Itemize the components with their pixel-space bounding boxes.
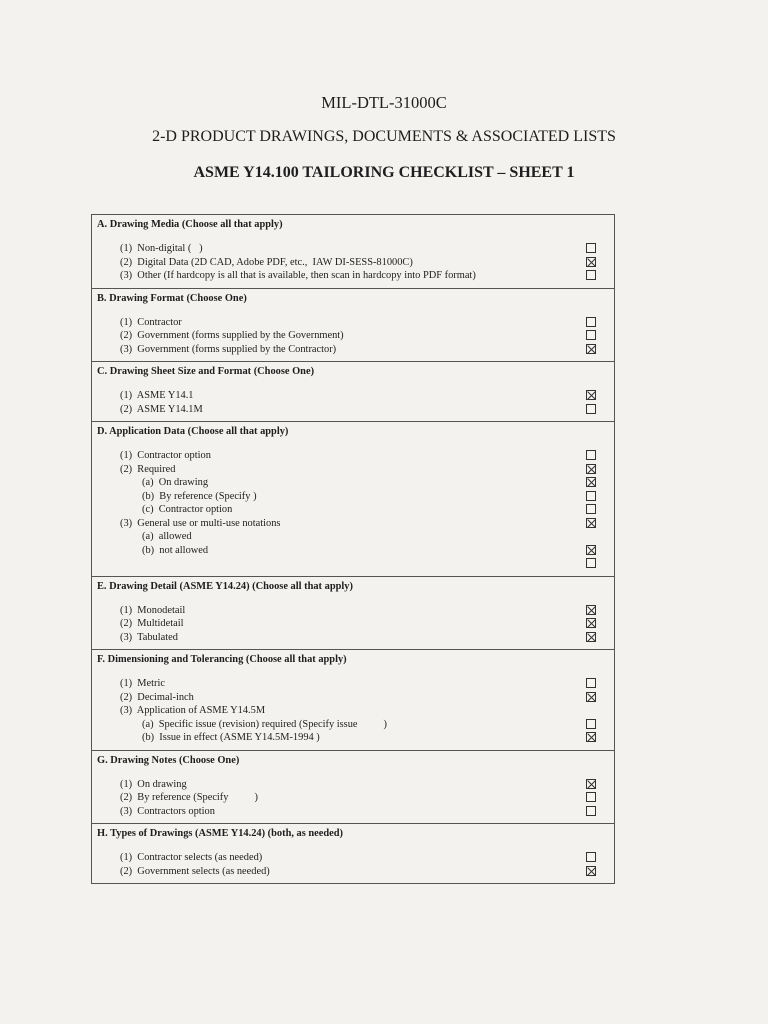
checklist-section xyxy=(92,361,614,421)
empty-checkbox[interactable] xyxy=(586,317,596,327)
checklist-item-label: (2) Digital Data (2D CAD, Adobe PDF, etc., IAW DI-SESS-81000C) xyxy=(120,256,413,268)
checklist-item-label: (3) Contractors option xyxy=(120,805,215,817)
checked-checkbox[interactable] xyxy=(586,464,596,474)
checklist-item xyxy=(92,677,614,691)
checklist-item xyxy=(92,463,614,477)
checked-checkbox[interactable] xyxy=(586,344,596,354)
checklist-item-label: (1) On drawing xyxy=(120,778,187,790)
section-title: E. Drawing Detail (ASME Y14.24) (Choose all that apply) xyxy=(97,580,353,592)
checklist-item-label: (1) ASME Y14.1 xyxy=(120,390,194,401)
section-title: B. Drawing Format (Choose One) xyxy=(97,292,247,304)
checklist-item xyxy=(92,490,614,504)
section-items xyxy=(92,438,614,576)
checklist-item xyxy=(92,269,614,283)
checklist-item-label: (3) Tabulated xyxy=(120,631,178,643)
checklist-item xyxy=(92,557,614,571)
checklist-item xyxy=(92,517,614,531)
checklist-item xyxy=(92,631,614,645)
checklist-item-label: (2) By reference (Specify ) xyxy=(120,792,258,803)
checked-checkbox[interactable] xyxy=(586,779,596,789)
document-subtitle: 2-D PRODUCT DRAWINGS, DOCUMENTS & ASSOCIATED LISTS xyxy=(152,128,616,145)
checklist-item xyxy=(92,851,614,865)
checklist-item xyxy=(92,530,614,544)
checklist-item-label: (b) By reference (Specify ) xyxy=(142,490,257,502)
document-number: MIL-DTL-31000C xyxy=(321,93,447,112)
checked-checkbox[interactable] xyxy=(586,618,596,628)
checklist-item xyxy=(92,476,614,490)
empty-checkbox[interactable] xyxy=(586,330,596,340)
section-items xyxy=(92,767,614,824)
empty-checkbox[interactable] xyxy=(586,719,596,729)
checklist-item xyxy=(92,617,614,631)
section-title: H. Types of Drawings (ASME Y14.24) (both, as needed) xyxy=(97,828,344,839)
checked-checkbox[interactable] xyxy=(586,732,596,742)
checklist-item-label: (1) Metric xyxy=(120,678,166,689)
empty-checkbox[interactable] xyxy=(586,852,596,862)
checklist-item-label: (1) Contractor xyxy=(120,316,182,328)
empty-checkbox[interactable] xyxy=(586,558,596,568)
empty-checkbox[interactable] xyxy=(586,404,596,414)
checklist-section xyxy=(92,421,614,576)
section-title: F. Dimensioning and Tolerancing (Choose all that apply) xyxy=(97,654,347,665)
empty-checkbox[interactable] xyxy=(586,450,596,460)
empty-checkbox[interactable] xyxy=(586,792,596,802)
section-items xyxy=(92,840,614,883)
checklist-item xyxy=(92,704,614,718)
checklist-item-label: (3) Other (If hardcopy is all that is available, then scan in hardcopy into PDF format) xyxy=(120,270,476,281)
checklist-item-label: (1) Monodetail xyxy=(120,604,186,616)
section-items xyxy=(92,666,614,750)
checklist-item xyxy=(92,449,614,463)
checklist-item-label: (2) Decimal-inch xyxy=(120,691,194,703)
checklist-section xyxy=(92,215,614,288)
checklist-item-label: (3) Government (forms supplied by the Contractor) xyxy=(120,343,337,355)
checked-checkbox[interactable] xyxy=(586,866,596,876)
checklist-item-label: (a) Specific issue (revision) required (Specify issue ) xyxy=(142,718,387,730)
checklist-item xyxy=(92,691,614,705)
checked-checkbox[interactable] xyxy=(586,545,596,555)
checked-checkbox[interactable] xyxy=(586,477,596,487)
section-title: D. Application Data (Choose all that apply) xyxy=(97,426,289,437)
checklist-item xyxy=(92,316,614,330)
checked-checkbox[interactable] xyxy=(586,518,596,528)
checklist-item-label: (1) Contractor selects (as needed) xyxy=(120,852,263,863)
checklist-item xyxy=(92,865,614,879)
checklist-item-label: (a) On drawing xyxy=(142,477,209,488)
checklist-item xyxy=(92,389,614,403)
checklist-item xyxy=(92,731,614,745)
checked-checkbox[interactable] xyxy=(586,257,596,267)
section-title: A. Drawing Media (Choose all that apply) xyxy=(97,219,283,230)
section-items xyxy=(92,593,614,650)
checklist-section xyxy=(92,649,614,750)
section-title: G. Drawing Notes (Choose One) xyxy=(97,754,240,766)
checklist-item-label: (1) Non-digital ( ) xyxy=(120,243,203,254)
checklist-title: ASME Y14.100 TAILORING CHECKLIST – SHEET 1 xyxy=(193,164,575,181)
checklist-item-label: (2) ASME Y14.1M xyxy=(120,403,203,415)
empty-checkbox[interactable] xyxy=(586,491,596,501)
checklist-section xyxy=(92,288,614,362)
checked-checkbox[interactable] xyxy=(586,632,596,642)
checklist-item-label: (b) not allowed xyxy=(142,544,209,556)
section-title: C. Drawing Sheet Size and Format (Choose One) xyxy=(97,366,315,377)
checklist-item-label: (2) Government (forms supplied by the Government) xyxy=(120,330,344,341)
checklist-item-label: (2) Government selects (as needed) xyxy=(120,865,270,877)
checklist-item xyxy=(92,805,614,819)
checklist-item-label: (c) Contractor option xyxy=(142,504,233,515)
empty-checkbox[interactable] xyxy=(586,243,596,253)
section-items xyxy=(92,378,614,421)
checklist-item-label: (b) Issue in effect (ASME Y14.5M-1994 ) xyxy=(142,732,320,743)
checklist-section xyxy=(92,576,614,650)
checklist-item xyxy=(92,403,614,417)
empty-checkbox[interactable] xyxy=(586,806,596,816)
checklist-item xyxy=(92,343,614,357)
checklist-item xyxy=(92,604,614,618)
checklist-item xyxy=(92,503,614,517)
checklist-item-label: (3) Application of ASME Y14.5M xyxy=(120,705,266,716)
checklist-item-label: (a) allowed xyxy=(142,531,192,542)
checklist-item-label: (1) Contractor option xyxy=(120,450,211,461)
checklist-item xyxy=(92,778,614,792)
checklist-section xyxy=(92,750,614,824)
checked-checkbox[interactable] xyxy=(586,605,596,615)
checklist-section xyxy=(92,823,614,883)
tailoring-checklist-table xyxy=(91,214,615,884)
checklist-item xyxy=(92,544,614,558)
checklist-item-label: (3) General use or multi-use notations xyxy=(120,517,281,529)
checked-checkbox[interactable] xyxy=(586,390,596,400)
checklist-item-label: (2) Required xyxy=(120,463,176,475)
checklist-item xyxy=(92,256,614,270)
empty-checkbox[interactable] xyxy=(586,270,596,280)
checklist-item xyxy=(92,718,614,732)
section-items xyxy=(92,305,614,362)
checked-checkbox[interactable] xyxy=(586,692,596,702)
empty-checkbox[interactable] xyxy=(586,678,596,688)
checklist-item xyxy=(92,791,614,805)
checklist-item xyxy=(92,329,614,343)
empty-checkbox[interactable] xyxy=(586,504,596,514)
checklist-item-label: (2) Multidetail xyxy=(120,618,184,629)
checklist-item xyxy=(92,242,614,256)
section-items xyxy=(92,231,614,288)
